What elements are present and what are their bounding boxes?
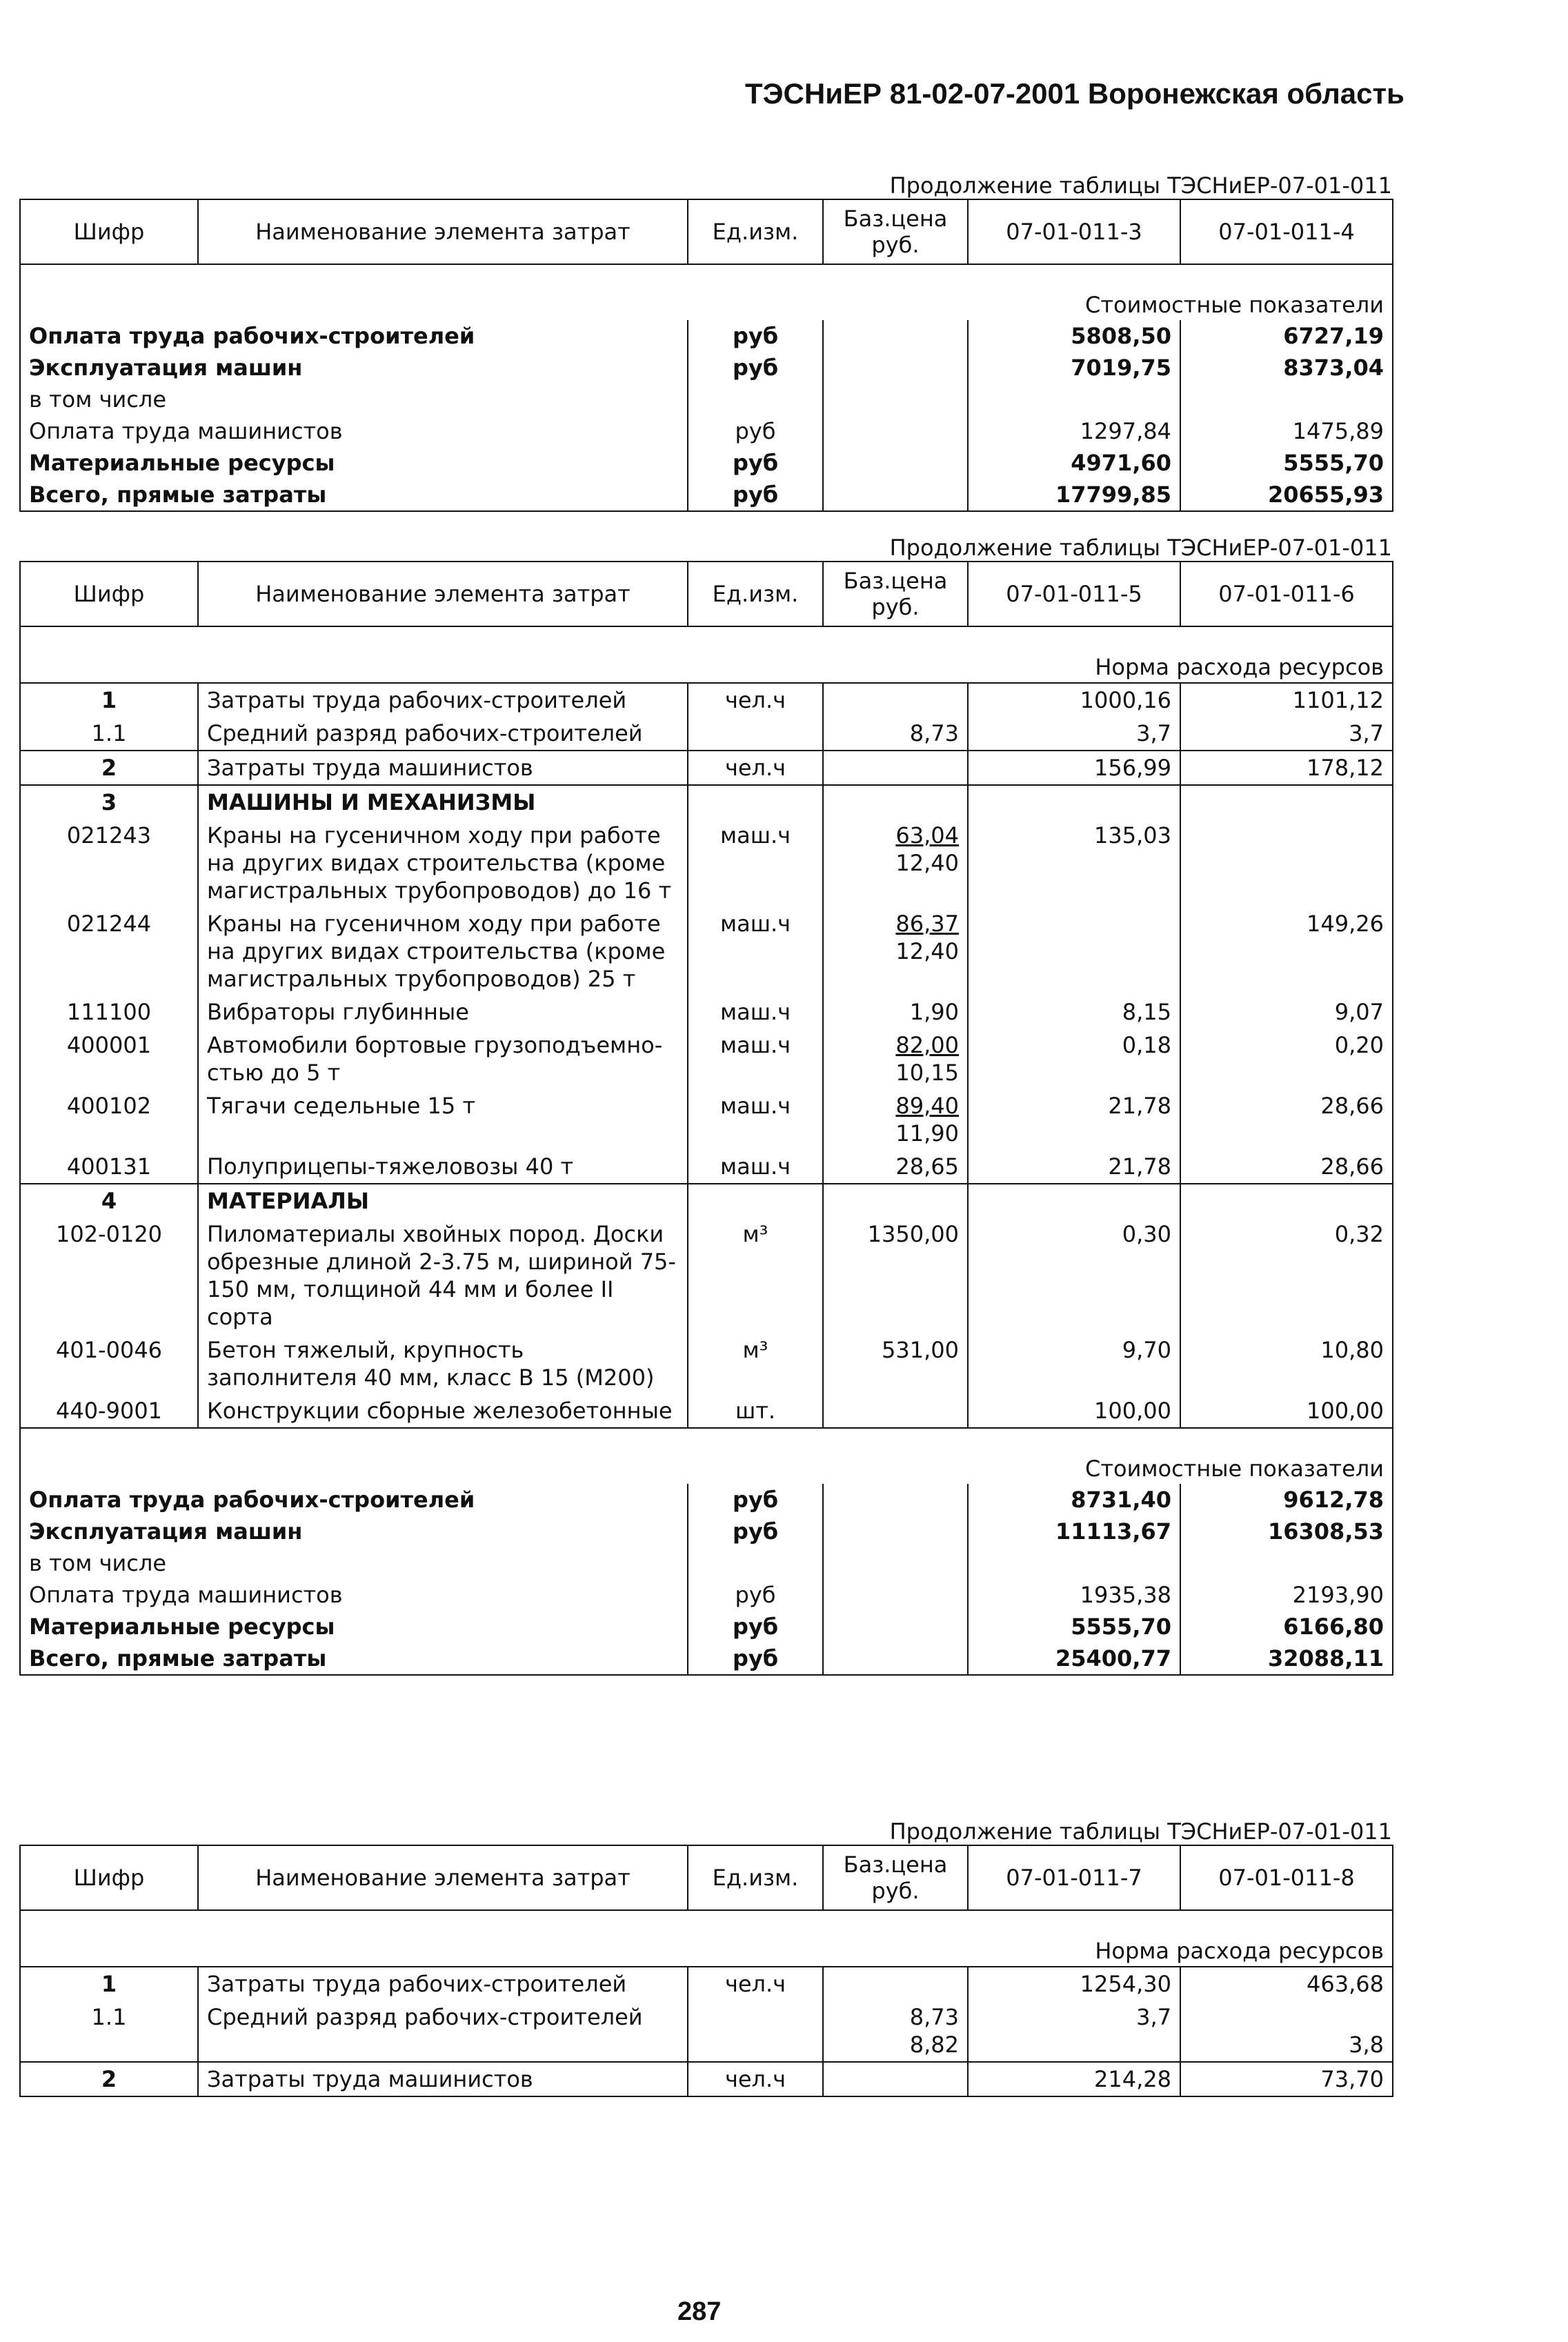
row-value-b: 0,20 bbox=[1180, 1029, 1393, 1089]
row-value-a: 156,99 bbox=[968, 751, 1180, 785]
row-unit bbox=[688, 1547, 823, 1579]
table-row bbox=[20, 1333, 1393, 1394]
table-row bbox=[20, 479, 1393, 511]
table-row bbox=[20, 1089, 1393, 1150]
row-price bbox=[823, 447, 968, 479]
row-price: 8,73 bbox=[823, 717, 968, 751]
row-value-b: 5555,70 bbox=[1180, 447, 1393, 479]
col-name-header: Наименование элемента затрат bbox=[198, 1845, 688, 1910]
row-value-b: 20655,93 bbox=[1180, 479, 1393, 511]
table-row bbox=[20, 785, 1393, 819]
row-name: Средний разряд рабочих-строителей bbox=[198, 717, 688, 751]
table-2-caption: Продолжение таблицы ТЭСНиЕР-07-01-011 bbox=[889, 535, 1392, 561]
row-value-b bbox=[1180, 819, 1393, 907]
row-value-b: 0,32 bbox=[1180, 1218, 1393, 1333]
row-name: Средний разряд рабочих-строителей bbox=[198, 2001, 688, 2062]
row-value-b: 8373,04 bbox=[1180, 352, 1393, 384]
row-value-b: 2193,90 bbox=[1180, 1579, 1393, 1611]
row-code: 400001 bbox=[20, 1029, 198, 1089]
row-price bbox=[823, 384, 968, 415]
row-unit: шт. bbox=[688, 1394, 823, 1428]
row-price bbox=[823, 352, 968, 384]
table-row bbox=[20, 2001, 1393, 2062]
row-code: 3 bbox=[20, 785, 198, 819]
row-name: Всего, прямые затраты bbox=[20, 479, 688, 511]
table-row bbox=[20, 1643, 1393, 1675]
row-unit: руб bbox=[688, 1579, 823, 1611]
row-value-a: 17799,85 bbox=[968, 479, 1180, 511]
price-value: 8,73 bbox=[909, 2004, 959, 2030]
col-price-header: Баз.цена руб. bbox=[823, 1845, 968, 1910]
row-name: Пиломатериалы хвойных пород. Доски обрезные длиной 2-3.75 м, шириной 75-150 мм, толщиной 44 мм и более II сорта bbox=[198, 1218, 688, 1333]
table-row bbox=[20, 683, 1393, 717]
row-name: Материальные ресурсы bbox=[20, 447, 688, 479]
row-unit: руб bbox=[688, 479, 823, 511]
row-value-a: 21,78 bbox=[968, 1089, 1180, 1150]
row-price: 531,00 bbox=[823, 1333, 968, 1394]
row-price bbox=[823, 1579, 968, 1611]
row-price bbox=[823, 2001, 968, 2062]
row-code: 111100 bbox=[20, 995, 198, 1029]
row-unit bbox=[688, 717, 823, 751]
row-price bbox=[823, 479, 968, 511]
row-name: МАТЕРИАЛЫ bbox=[198, 1184, 688, 1218]
row-price bbox=[823, 907, 968, 995]
table-3-block bbox=[19, 1818, 1392, 2097]
row-name: в том числе bbox=[20, 1547, 688, 1579]
row-unit: чел.ч bbox=[688, 751, 823, 785]
row-unit: чел.ч bbox=[688, 2062, 823, 2096]
table-1-header-row bbox=[20, 199, 1393, 264]
row-unit: маш.ч bbox=[688, 1150, 823, 1184]
row-value-a: 1254,30 bbox=[968, 1967, 1180, 2001]
row-unit bbox=[688, 1184, 823, 1218]
col-price-header: Баз.цена руб. bbox=[823, 199, 968, 264]
table-row bbox=[20, 415, 1393, 447]
value-a: 3,7 bbox=[1136, 2004, 1171, 2030]
row-name: Оплата труда машинистов bbox=[20, 415, 688, 447]
row-price bbox=[823, 1394, 968, 1428]
row-value-b: 6727,19 bbox=[1180, 320, 1393, 352]
row-name: Затраты труда рабочих-строителей bbox=[198, 683, 688, 717]
row-value-b: 9,07 bbox=[1180, 995, 1393, 1029]
row-unit: руб bbox=[688, 1643, 823, 1675]
table-row bbox=[20, 907, 1393, 995]
row-name: Оплата труда рабочих-строителей bbox=[20, 320, 688, 352]
row-value-a: 1000,16 bbox=[968, 683, 1180, 717]
table-row bbox=[20, 1218, 1393, 1333]
table-3 bbox=[19, 1845, 1393, 2097]
table-row bbox=[20, 1150, 1393, 1184]
row-value-b: 73,70 bbox=[1180, 2062, 1393, 2096]
row-value-a: 9,70 bbox=[968, 1333, 1180, 1394]
row-unit: чел.ч bbox=[688, 683, 823, 717]
row-value-b bbox=[1180, 2001, 1393, 2062]
price-value-2: 8,82 bbox=[909, 2032, 959, 2058]
page-header: ТЭСНиЕР 81-02-07-2001 Воронежская область bbox=[745, 77, 1405, 110]
row-price bbox=[823, 1547, 968, 1579]
row-value-a bbox=[968, 1184, 1180, 1218]
price-value: 82,00 bbox=[895, 1032, 959, 1058]
table-1 bbox=[19, 199, 1393, 512]
row-value-a: 3,7 bbox=[968, 717, 1180, 751]
row-unit: руб bbox=[688, 415, 823, 447]
row-value-b: 463,68 bbox=[1180, 1967, 1393, 2001]
row-value-a bbox=[968, 785, 1180, 819]
row-value-b bbox=[1180, 785, 1393, 819]
row-unit: чел.ч bbox=[688, 1967, 823, 2001]
price-operator-value: 11,90 bbox=[895, 1120, 959, 1147]
table-row bbox=[20, 352, 1393, 384]
row-value-a: 11113,67 bbox=[968, 1516, 1180, 1547]
table-row bbox=[20, 717, 1393, 751]
col-unit-header: Ед.изм. bbox=[688, 562, 823, 626]
row-code: 021244 bbox=[20, 907, 198, 995]
col-a-header: 07-01-011-7 bbox=[968, 1845, 1180, 1910]
row-value-a bbox=[968, 1547, 1180, 1579]
price-operator-value: 12,40 bbox=[895, 850, 959, 876]
row-price bbox=[823, 1484, 968, 1516]
row-unit bbox=[688, 785, 823, 819]
row-unit: маш.ч bbox=[688, 819, 823, 907]
row-value-a: 5808,50 bbox=[968, 320, 1180, 352]
row-code: 1 bbox=[20, 1967, 198, 2001]
row-name: Всего, прямые затраты bbox=[20, 1643, 688, 1675]
row-code: 440-9001 bbox=[20, 1394, 198, 1428]
row-name: Тягачи седельные 15 т bbox=[198, 1089, 688, 1150]
row-price bbox=[823, 1029, 968, 1089]
table-2 bbox=[19, 561, 1393, 1676]
row-value-a: 214,28 bbox=[968, 2062, 1180, 2096]
row-value-b bbox=[1180, 384, 1393, 415]
row-value-b: 1101,12 bbox=[1180, 683, 1393, 717]
row-unit: маш.ч bbox=[688, 907, 823, 995]
row-value-b: 3,7 bbox=[1180, 717, 1393, 751]
row-value-a bbox=[968, 384, 1180, 415]
row-value-b bbox=[1180, 1184, 1393, 1218]
row-name: Затраты труда машинистов bbox=[198, 2062, 688, 2096]
row-value-b: 6166,80 bbox=[1180, 1611, 1393, 1643]
row-value-a: 25400,77 bbox=[968, 1643, 1180, 1675]
col-code-header: Шифр bbox=[20, 562, 198, 626]
row-price: 1350,00 bbox=[823, 1218, 968, 1333]
row-value-a: 21,78 bbox=[968, 1150, 1180, 1184]
row-name: Конструкции сборные железобетонные bbox=[198, 1394, 688, 1428]
col-name-header: Наименование элемента затрат bbox=[198, 199, 688, 264]
col-b-header: 07-01-011-4 bbox=[1180, 199, 1393, 264]
table-row bbox=[20, 819, 1393, 907]
row-code: 401-0046 bbox=[20, 1333, 198, 1394]
table-row bbox=[20, 447, 1393, 479]
row-value-b: 28,66 bbox=[1180, 1089, 1393, 1150]
table-row bbox=[20, 1394, 1393, 1428]
row-value-a: 100,00 bbox=[968, 1394, 1180, 1428]
row-price bbox=[823, 1611, 968, 1643]
row-value-a bbox=[968, 907, 1180, 995]
cost-section-label: Стоимостные показатели bbox=[20, 264, 1393, 320]
row-price bbox=[823, 785, 968, 819]
row-name: Краны на гусеничном ходу при работе на других видах строительства (кроме магистральных трубопроводов) 25 т bbox=[198, 907, 688, 995]
row-value-a: 1297,84 bbox=[968, 415, 1180, 447]
table-row bbox=[20, 1967, 1393, 2001]
row-value-b: 1475,89 bbox=[1180, 415, 1393, 447]
row-code: 021243 bbox=[20, 819, 198, 907]
row-code: 1.1 bbox=[20, 2001, 198, 2062]
row-unit: м³ bbox=[688, 1218, 823, 1333]
row-price bbox=[823, 1967, 968, 2001]
price-value: 89,40 bbox=[895, 1093, 959, 1119]
col-a-header: 07-01-011-5 bbox=[968, 562, 1180, 626]
row-name: Автомобили бортовые грузоподъемно-стью до 5 т bbox=[198, 1029, 688, 1089]
row-price bbox=[823, 751, 968, 785]
row-value-a: 8731,40 bbox=[968, 1484, 1180, 1516]
row-value-a: 0,18 bbox=[968, 1029, 1180, 1089]
col-code-header: Шифр bbox=[20, 1845, 198, 1910]
col-code-header: Шифр bbox=[20, 199, 198, 264]
row-code: 102-0120 bbox=[20, 1218, 198, 1333]
row-unit: руб bbox=[688, 1484, 823, 1516]
table-row bbox=[20, 1516, 1393, 1547]
row-value-b: 100,00 bbox=[1180, 1394, 1393, 1428]
row-unit: маш.ч bbox=[688, 1089, 823, 1150]
value-b: 3,8 bbox=[1349, 2032, 1384, 2058]
row-value-a bbox=[968, 2001, 1180, 2062]
row-code: 400131 bbox=[20, 1150, 198, 1184]
row-name: Эксплуатация машин bbox=[20, 1516, 688, 1547]
row-unit bbox=[688, 2001, 823, 2062]
col-b-header: 07-01-011-6 bbox=[1180, 562, 1393, 626]
row-name: Полуприцепы-тяжеловозы 40 т bbox=[198, 1150, 688, 1184]
table-3-header-row bbox=[20, 1845, 1393, 1910]
row-code: 1 bbox=[20, 683, 198, 717]
row-value-a: 135,03 bbox=[968, 819, 1180, 907]
row-price bbox=[823, 819, 968, 907]
row-code: 400102 bbox=[20, 1089, 198, 1150]
table-1-caption: Продолжение таблицы ТЭСНиЕР-07-01-011 bbox=[889, 172, 1392, 199]
cost-section-label: Стоимостные показатели bbox=[20, 1428, 1393, 1484]
table-2-header-row bbox=[20, 562, 1393, 626]
row-value-b: 9612,78 bbox=[1180, 1484, 1393, 1516]
price-operator-value: 12,40 bbox=[895, 938, 959, 964]
row-unit: руб bbox=[688, 447, 823, 479]
row-price bbox=[823, 415, 968, 447]
row-price bbox=[823, 1516, 968, 1547]
row-price bbox=[823, 320, 968, 352]
row-code: 2 bbox=[20, 751, 198, 785]
row-value-b: 16308,53 bbox=[1180, 1516, 1393, 1547]
row-value-a: 7019,75 bbox=[968, 352, 1180, 384]
table-row bbox=[20, 1579, 1393, 1611]
table-row bbox=[20, 384, 1393, 415]
table-row bbox=[20, 995, 1393, 1029]
row-name: Краны на гусеничном ходу при работе на других видах строительства (кроме магистральных трубопроводов) до 16 т bbox=[198, 819, 688, 907]
row-code: 4 bbox=[20, 1184, 198, 1218]
row-unit: руб bbox=[688, 352, 823, 384]
row-name: Эксплуатация машин bbox=[20, 352, 688, 384]
row-name: Затраты труда машинистов bbox=[198, 751, 688, 785]
page-number: 287 bbox=[677, 2297, 722, 2326]
norm-section-label: Норма расхода ресурсов bbox=[20, 1910, 1393, 1967]
row-value-b: 28,66 bbox=[1180, 1150, 1393, 1184]
row-unit: м³ bbox=[688, 1333, 823, 1394]
row-value-a: 4971,60 bbox=[968, 447, 1180, 479]
row-name: Бетон тяжелый, крупность заполнителя 40 мм, класс В 15 (М200) bbox=[198, 1333, 688, 1394]
row-unit bbox=[688, 384, 823, 415]
col-price-header: Баз.цена руб. bbox=[823, 562, 968, 626]
row-price bbox=[823, 1184, 968, 1218]
row-name: Затраты труда рабочих-строителей bbox=[198, 1967, 688, 2001]
table-row bbox=[20, 1184, 1393, 1218]
table-row bbox=[20, 1484, 1393, 1516]
row-value-a: 1935,38 bbox=[968, 1579, 1180, 1611]
row-price bbox=[823, 2062, 968, 2096]
table-3-caption: Продолжение таблицы ТЭСНиЕР-07-01-011 bbox=[889, 1818, 1392, 1845]
row-name: Вибраторы глубинные bbox=[198, 995, 688, 1029]
row-code: 1.1 bbox=[20, 717, 198, 751]
row-code: 2 bbox=[20, 2062, 198, 2096]
row-name: в том числе bbox=[20, 384, 688, 415]
price-value: 86,37 bbox=[895, 911, 959, 937]
row-value-a: 8,15 bbox=[968, 995, 1180, 1029]
row-value-b: 149,26 bbox=[1180, 907, 1393, 995]
row-name: Оплата труда рабочих-строителей bbox=[20, 1484, 688, 1516]
price-value: 63,04 bbox=[895, 822, 959, 849]
table-row bbox=[20, 1547, 1393, 1579]
row-price bbox=[823, 1089, 968, 1150]
row-unit: маш.ч bbox=[688, 995, 823, 1029]
table-1-block bbox=[19, 172, 1392, 512]
row-unit: маш.ч bbox=[688, 1029, 823, 1089]
norm-section-label: Норма расхода ресурсов bbox=[20, 626, 1393, 683]
col-a-header: 07-01-011-3 bbox=[968, 199, 1180, 264]
col-unit-header: Ед.изм. bbox=[688, 1845, 823, 1910]
table-row bbox=[20, 320, 1393, 352]
row-unit: руб bbox=[688, 1516, 823, 1547]
col-unit-header: Ед.изм. bbox=[688, 199, 823, 264]
row-value-a: 5555,70 bbox=[968, 1611, 1180, 1643]
table-row bbox=[20, 1029, 1393, 1089]
table-row bbox=[20, 1611, 1393, 1643]
row-value-b: 32088,11 bbox=[1180, 1643, 1393, 1675]
col-b-header: 07-01-011-8 bbox=[1180, 1845, 1393, 1910]
row-price bbox=[823, 683, 968, 717]
row-price bbox=[823, 1643, 968, 1675]
table-row bbox=[20, 751, 1393, 785]
price-operator-value: 10,15 bbox=[895, 1060, 959, 1086]
col-name-header: Наименование элемента затрат bbox=[198, 562, 688, 626]
row-price: 28,65 bbox=[823, 1150, 968, 1184]
row-value-a: 0,30 bbox=[968, 1218, 1180, 1333]
row-unit: руб bbox=[688, 320, 823, 352]
row-name: Оплата труда машинистов bbox=[20, 1579, 688, 1611]
row-value-b bbox=[1180, 1547, 1393, 1579]
row-name: МАШИНЫ И МЕХАНИЗМЫ bbox=[198, 785, 688, 819]
row-value-b: 178,12 bbox=[1180, 751, 1393, 785]
row-price: 1,90 bbox=[823, 995, 968, 1029]
row-name: Материальные ресурсы bbox=[20, 1611, 688, 1643]
table-2-block bbox=[19, 535, 1392, 1676]
table-row bbox=[20, 2062, 1393, 2096]
row-unit: руб bbox=[688, 1611, 823, 1643]
row-value-b: 10,80 bbox=[1180, 1333, 1393, 1394]
